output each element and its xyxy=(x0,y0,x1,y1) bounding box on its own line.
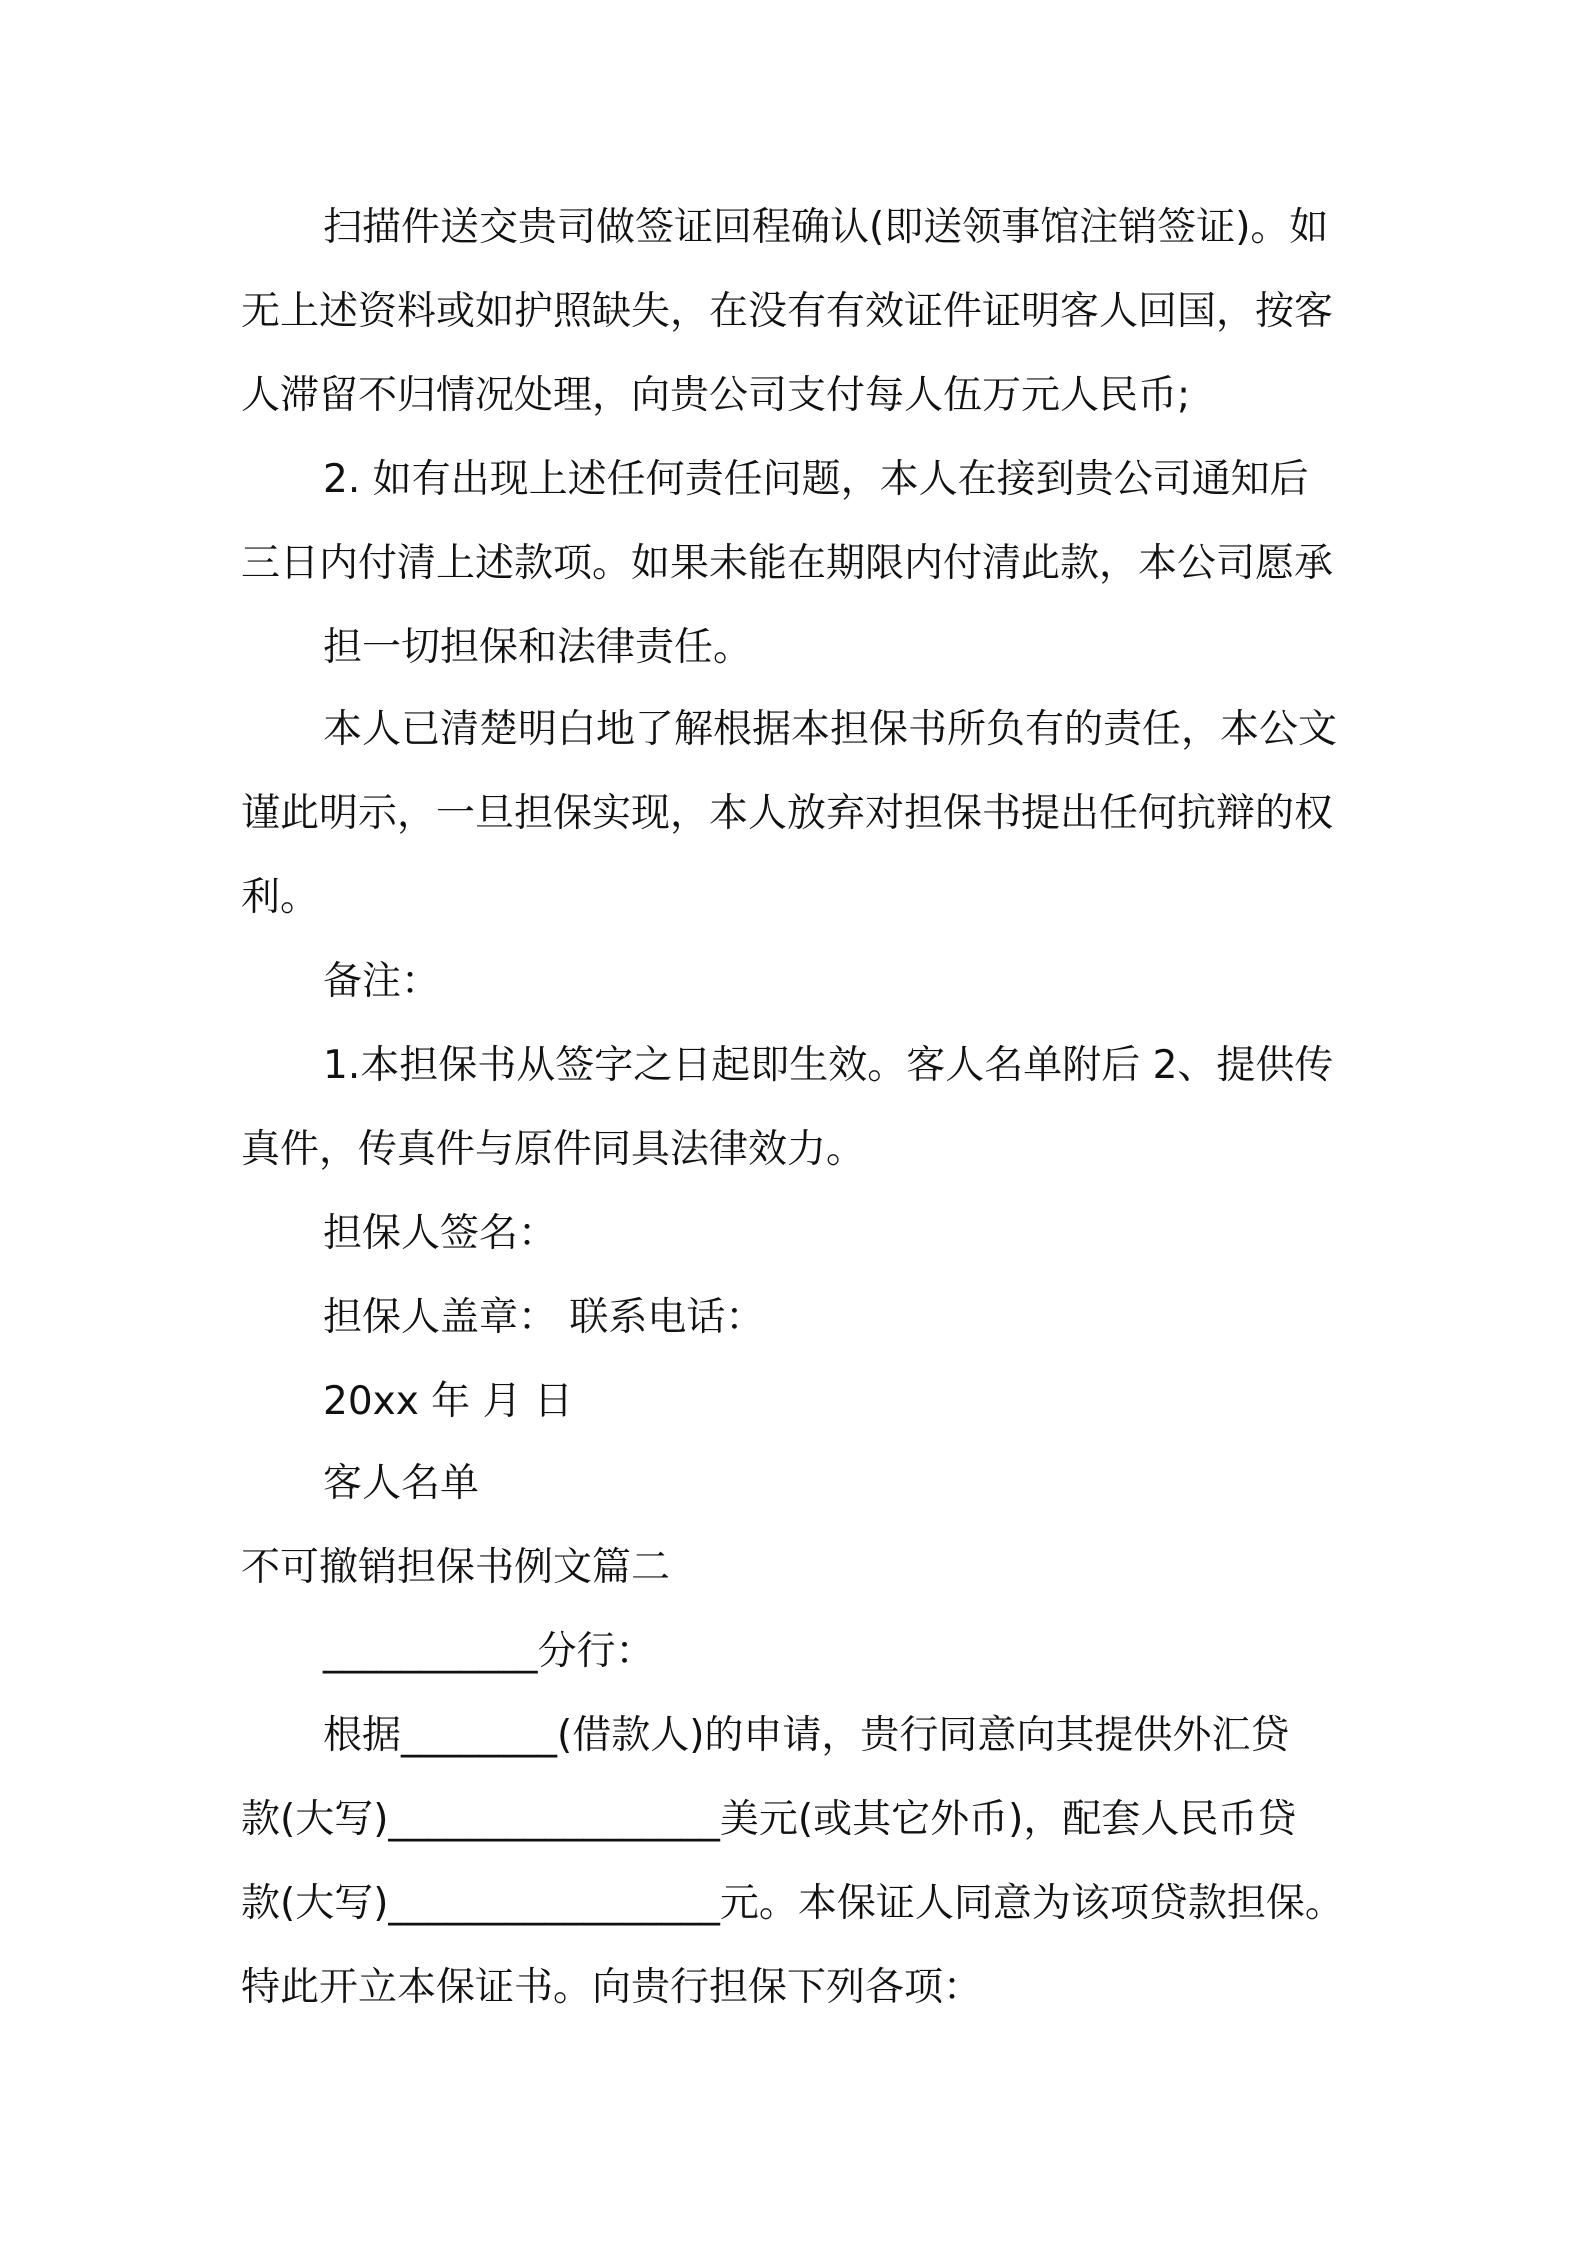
text-line: 无上述资料或如护照缺失，在没有有效证件证明客人回国，按客 xyxy=(241,289,1334,334)
text-line: 利。 xyxy=(241,875,320,920)
text-line: 款(大写)_________________元。本保证人同意为该项贷款担保。 xyxy=(241,1881,1344,1926)
text-line: 根据________(借款人)的申请，贵行同意向其提供外汇贷 xyxy=(323,1713,1290,1758)
text-line: 客人名单 xyxy=(323,1461,480,1506)
text-line: 担保人盖章： 联系电话： xyxy=(323,1295,765,1340)
text-line: ___________分行： xyxy=(323,1629,655,1674)
text-line: 20xx 年 月 日 xyxy=(323,1379,573,1424)
text-line: 担保人签名： xyxy=(323,1211,558,1256)
section-heading: 不可撤销担保书例文篇二 xyxy=(241,1545,671,1590)
text-line: 扫描件送交贵司做签证回程确认(即送领事馆注销签证)。如 xyxy=(323,205,1329,250)
text-line: 备注： xyxy=(323,959,441,1004)
text-line: 担一切担保和法律责任。 xyxy=(323,625,753,670)
text-line: 1.本担保书从签字之日起即生效。客人名单附后 2、提供传 xyxy=(323,1043,1334,1088)
text-line: 谨此明示，一旦担保实现，本人放弃对担保书提出任何抗辩的权 xyxy=(241,791,1334,836)
text-line: 本人已清楚明白地了解根据本担保书所负有的责任，本公文 xyxy=(323,707,1338,752)
text-line: 真件，传真件与原件同具法律效力。 xyxy=(241,1127,866,1172)
text-line: 人滞留不归情况处理，向贵公司支付每人伍万元人民币; xyxy=(241,373,1191,418)
text-line: 特此开立本保证书。向贵行担保下列各项： xyxy=(241,1965,983,2010)
text-line: 款(大写)_________________美元(或其它外币)，配套人民币贷 xyxy=(241,1797,1297,1842)
text-line: 三日内付清上述款项。如果未能在期限内付清此款，本公司愿承 xyxy=(241,541,1334,586)
text-line: 2. 如有出现上述任何责任问题，本人在接到贵公司通知后 xyxy=(323,457,1309,502)
